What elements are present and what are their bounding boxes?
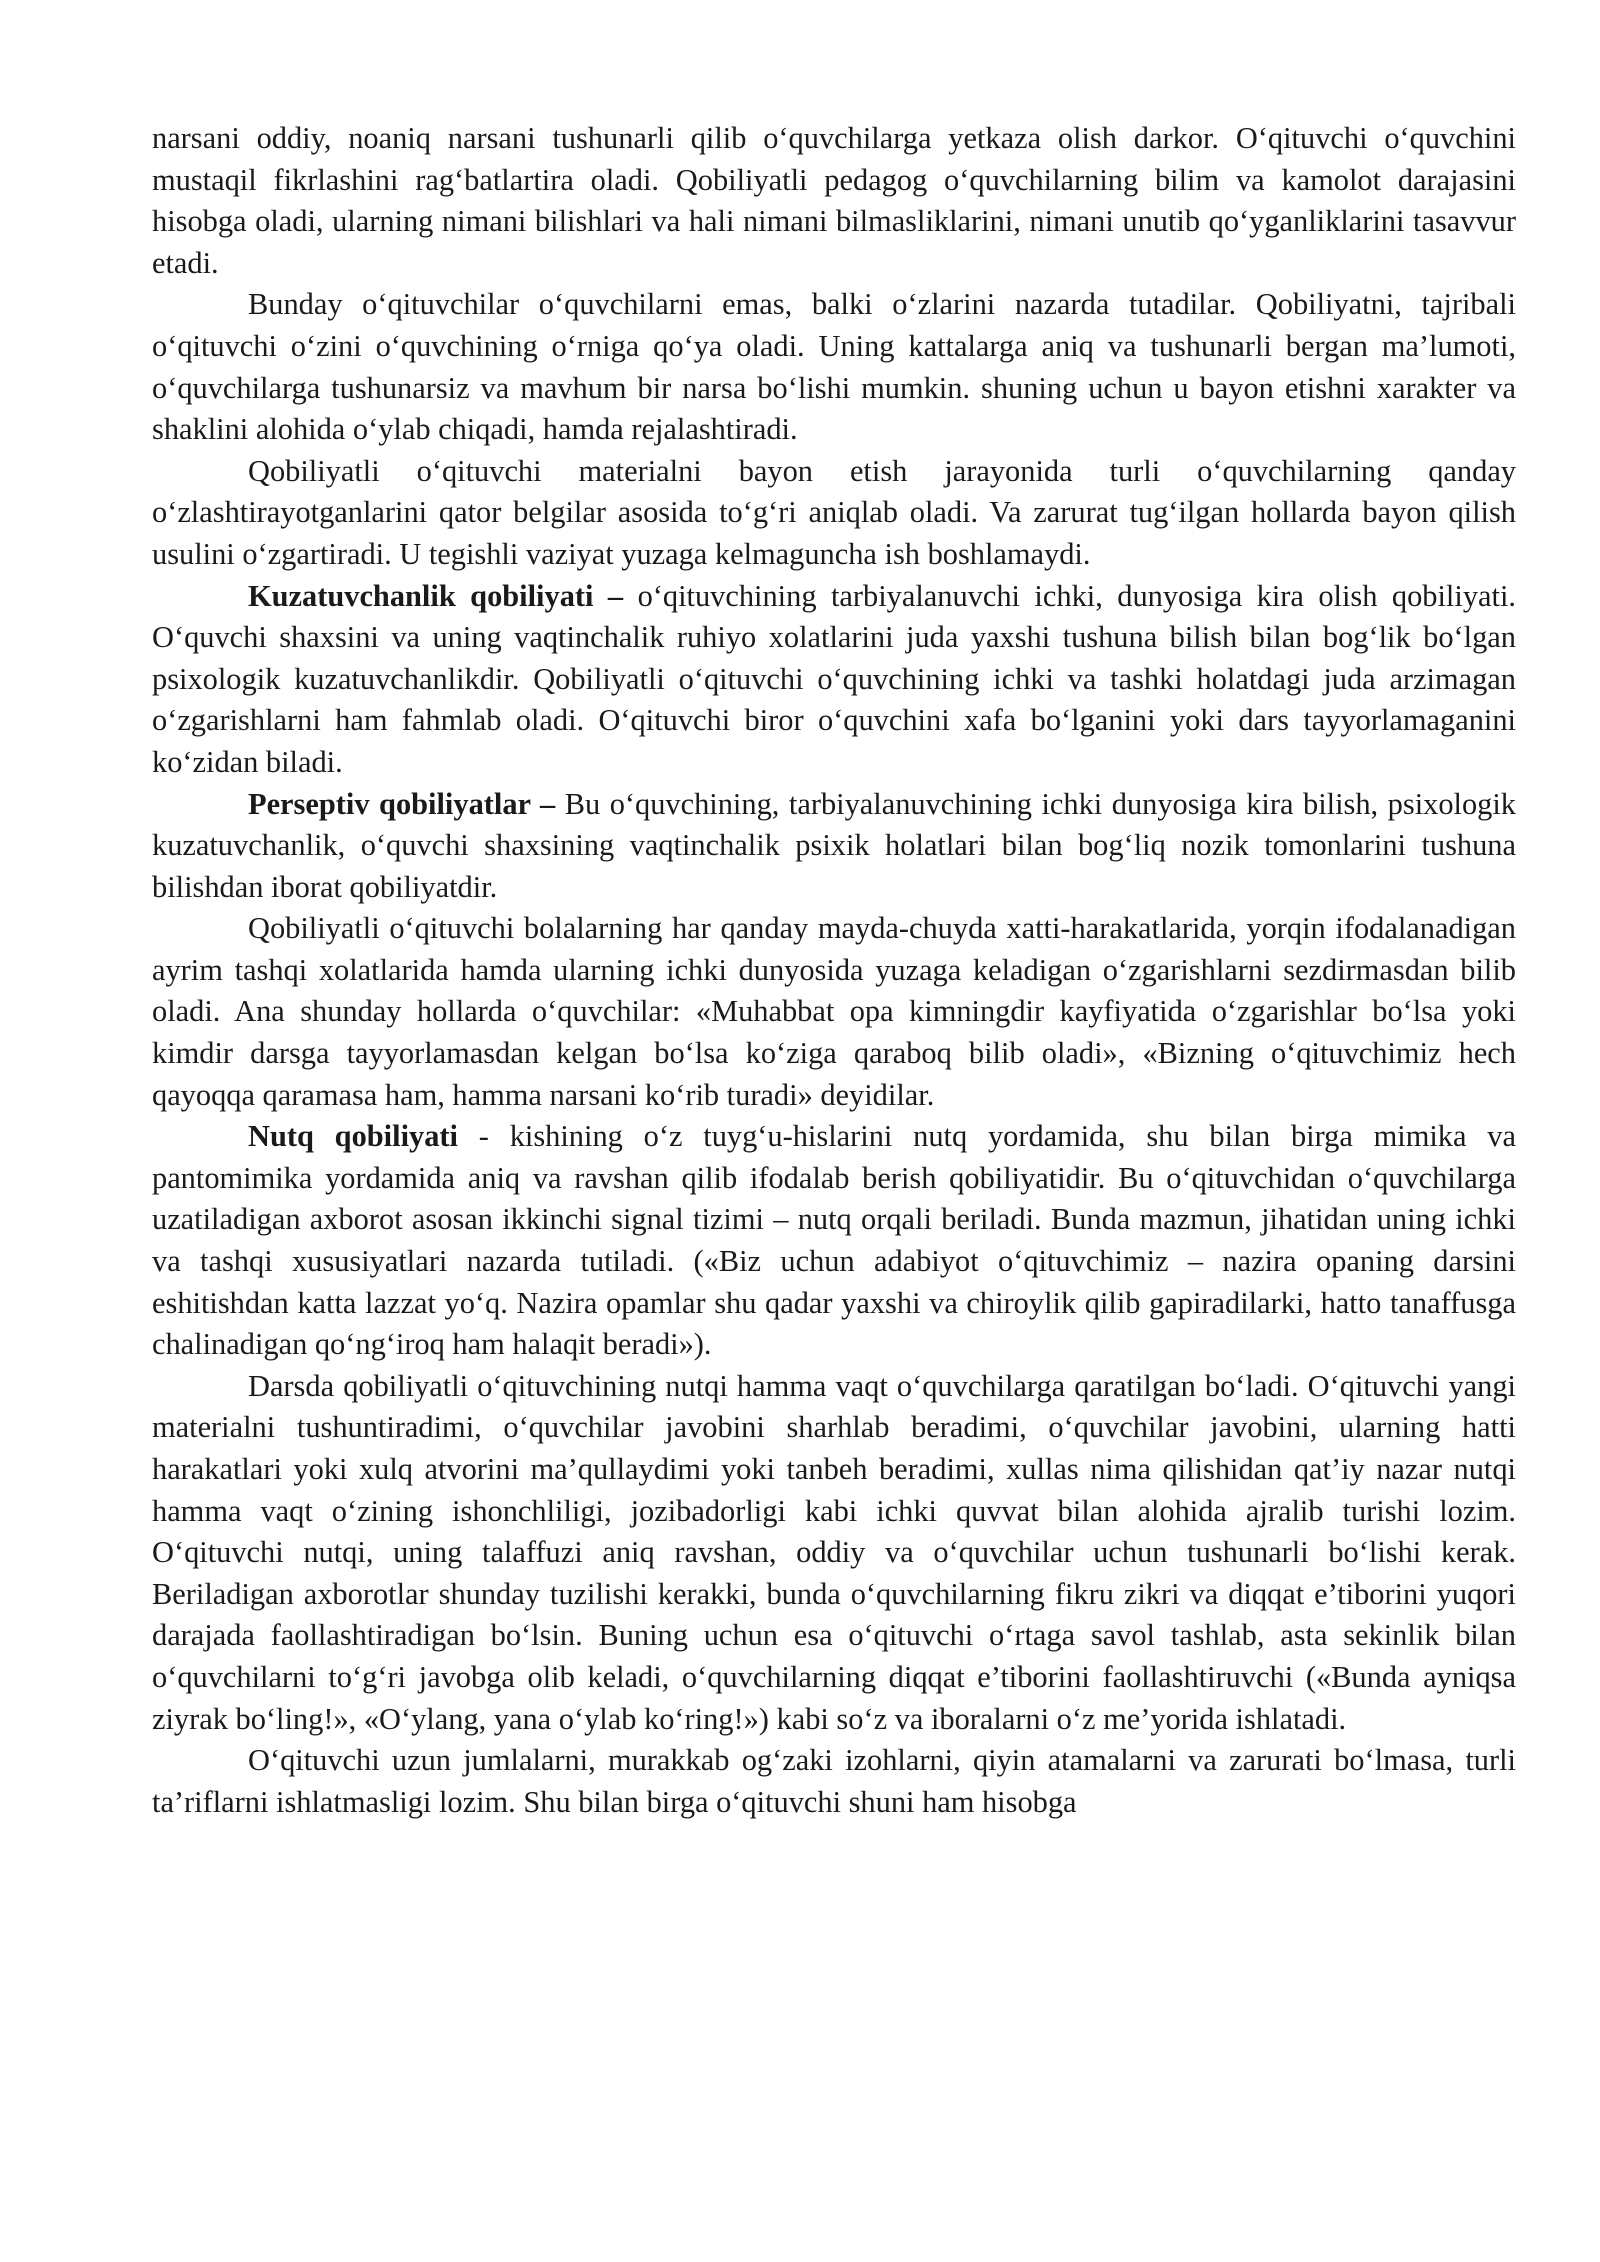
paragraph-term: Nutq qobiliyati (248, 1119, 458, 1154)
paragraph-7 (152, 1116, 1516, 1366)
paragraph-4 (152, 576, 1516, 784)
paragraph-5 (152, 784, 1516, 909)
paragraph-text: O‘qituvchi uzun jumlalarni, murakkab og‘zaki izohlarni, qiyin atamalarni va zarurati bo‘lmasa, turli ta’riflarni ishlatmasligi lozim. Shu bilan birga o‘qituvchi shuni ham hisobga (152, 1743, 1516, 1819)
paragraph-text: Bu o‘quvchining, tarbiyalanuvchining ichki dunyosiga kira bilish, psixologik kuzatuvchanlik, o‘quvchi shaxsining vaqtinchalik psixik holatlari bilan bog‘liq nozik tomonlarini tushuna bilishdan iborat qobiliyatdir. (152, 786, 1516, 904)
paragraph-6 (152, 908, 1516, 1116)
paragraph-term: Kuzatuvchanlik qobiliyati – (248, 578, 624, 613)
paragraph-text: Darsda qobiliyatli o‘qituvchining nutqi hamma vaqt o‘quvchilarga qaratilgan bo‘ladi. O‘qituvchi yangi materialni tushuntiradimi, o‘quvchilar javobini sharhlab beradimi, o‘quvchilar javobini, ularning hatti harakatlari yoki xulq atvorini ma’qullaydimi yoki tanbeh beradimi, xullas nima qilishidan qat’iy nazar nutqi hamma vaqt o‘zining ishonchliligi, jozibadorligi kabi ichki quvvat bilan alohida ajralib turishi lozim. O‘qituvchi nutqi, uning talaffuzi aniq ravshan, oddiy va o‘quvchilar uchun tushunarli bo‘lishi kerak. Beriladigan axborotlar shunday tuzilishi kerakki, bunda o‘quvchilarning fikru zikri va diqqat e’tiborini yuqori darajada faollashtiradigan bo‘lsin. Buning uchun esa o‘qituvchi o‘rtaga savol tashlab, asta sekinlik bilan o‘quvchilarni to‘g‘ri javobga olib keladi, o‘quvchilarning diqqat e’tiborini faollashtiruvchi («Bunda ayniqsa ziyrak bo‘ling!», «O‘ylang, yana o‘ylab ko‘ring!») kabi so‘z va iboralarni o‘z me’yorida ishlatadi. (152, 1368, 1516, 1736)
paragraph-text: narsani oddiy, noaniq narsani tushunarli qilib o‘quvchilarga yetkaza olish darkor. O‘qituvchi o‘quvchini mustaqil fikrlashini rag‘batlartira oladi. Qobiliyatli pedagog o‘quvchilarning bilim va kamolot darajasini hisobga oladi, ularning nimani bilishlari va hali nimani bilmasliklarini, nimani unutib qo‘yganliklarini tasavvur etadi. (152, 121, 1516, 280)
paragraph-term: Perseptiv qobiliyatlar – (248, 786, 556, 821)
paragraph-text: Qobiliyatli o‘qituvchi materialni bayon etish jarayonida turli o‘quvchilarning qanday o‘zlashtirayotganlarini qator belgilar asosida to‘g‘ri aniqlab oladi. Va zarurat tug‘ilgan hollarda bayon qilish usulini o‘zgartiradi. U tegishli vaziyat yuzaga kelmaguncha ish boshlamaydi. (152, 453, 1516, 571)
paragraph-8 (152, 1366, 1516, 1740)
paragraph-2 (152, 284, 1516, 450)
paragraph-text: o‘qituvchining tarbiyalanuvchi ichki, dunyosiga kira olish qobiliyati. O‘quvchi shaxsini va uning vaqtinchalik ruhiyo xolatlarini juda yaxshi tushuna bilish bilan bog‘lik bo‘lgan psixologik kuzatuvchanlikdir. Qobiliyatli o‘qituvchi o‘quvchining ichki va tashki holatdagi juda arzimagan o‘zgarishlarni ham fahmlab oladi. O‘qituvchi biror o‘quvchini xafa bo‘lganini yoki dars tayyorlamaganini ko‘zidan biladi. (152, 578, 1516, 779)
paragraph-3 (152, 451, 1516, 576)
paragraph-9 (152, 1740, 1516, 1823)
paragraph-text: - kishining o‘z tuyg‘u-hislarini nutq yordamida, shu bilan birga mimika va pantomimika yordamida aniq va ravshan qilib ifodalab berish qobiliyatidir. Bu o‘qituvchidan o‘quvchilarga uzatiladigan axborot asosan ikkinchi signal tizimi – nutq orqali beriladi. Bunda mazmun, jihatidan uning ichki va tashqi xususiyatlari nazarda tutiladi. («Biz uchun adabiyot o‘qituvchimiz – nazira opaning darsini eshitishdan katta lazzat yo‘q. Nazira opamlar shu qadar yaxshi va chiroylik qilib gapiradilarki, hatto tanaffusga chalinadigan qo‘ng‘iroq ham halaqit beradi»). (152, 1119, 1516, 1362)
paragraph-text: Qobiliyatli o‘qituvchi bolalarning har qanday mayda-chuyda xatti-harakatlarida, yorqin ifodalanadigan ayrim tashqi xolatlarida hamda ularning ichki dunyosida yuzaga keladigan o‘zgarishlarni sezdirmasdan bilib oladi. Ana shunday hollarda o‘quvchilar: «Muhabbat opa kimningdir kayfiyatida o‘zgarishlar bo‘lsa yoki kimdir darsga tayyorlamasdan kelgan bo‘lsa ko‘ziga qaraboq bilib oladi», «Bizning o‘qituvchimiz hech qayoqqa qaramasa ham, hamma narsani ko‘rib turadi» deyidilar. (152, 911, 1516, 1112)
document-page (152, 118, 1516, 1823)
paragraph-1 (152, 118, 1516, 284)
paragraph-text: Bunday o‘qituvchilar o‘quvchilarni emas, balki o‘zlarini nazarda tutadilar. Qobiliyatni, tajribali o‘qituvchi o‘zini o‘quvchining o‘rniga qo‘ya oladi. Uning kattalarga aniq va tushunarli bergan ma’lumoti, o‘quvchilarga tushunarsiz va mavhum bir narsa bo‘lishi mumkin. shuning uchun u bayon etishni xarakter va shaklini alohida o‘ylab chiqadi, hamda rejalashtiradi. (152, 287, 1516, 447)
